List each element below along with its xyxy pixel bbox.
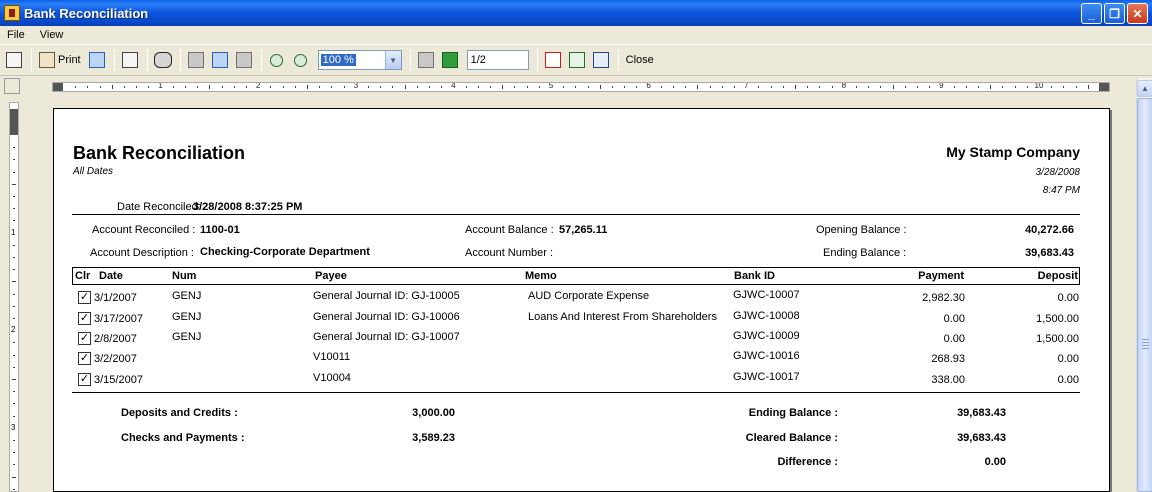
ruler-tick [929,86,930,88]
report-title: Bank Reconciliation [73,143,246,163]
row-payee: V10011 [313,351,351,363]
ruler-tick [612,86,613,88]
ruler-tick [331,86,332,88]
ruler-tick [600,85,601,89]
toolbar [0,44,1152,76]
ruler-right-margin [1099,83,1109,91]
ruler-tick [710,86,711,88]
ruler-tick [13,452,15,453]
excel-icon [569,52,585,68]
row-memo: AUD Corporate Expense [528,290,650,302]
row-payee: General Journal ID: GJ-10005 [313,290,460,302]
ruler-label: 4 [451,82,456,90]
ruler-label: 1 [11,227,16,237]
ruler-tick [270,86,271,88]
ruler-tick [1015,86,1016,88]
ruler-tick [148,86,149,88]
table-top-line [72,267,1080,268]
ruler-tick [478,86,479,88]
page-width-button[interactable] [233,49,255,71]
vertical-scrollbar[interactable] [1136,78,1152,492]
grip-line [1142,339,1149,340]
account-number-label: Account Number : [465,247,554,259]
minimize-button[interactable]: _ [1081,3,1102,24]
ruler-tick [319,86,320,88]
row-memo: Loans And Interest From Shareholders [528,311,717,323]
ruler-tick [868,86,869,88]
ruler-tick [12,379,16,380]
ruler-tick [807,86,808,88]
print-time: 8:47 PM [1042,185,1080,196]
ruler-tick [429,86,430,88]
difference-label: Difference : [777,456,838,468]
ruler-tick [405,85,406,89]
row-date: 3/17/2007 [94,313,143,325]
previous-page-button[interactable] [415,49,437,71]
ruler-tick [917,86,918,88]
ruler-tick [12,477,16,478]
ruler-tick [295,86,296,88]
ruler-tick [893,85,894,89]
toolbar-separator [147,49,148,71]
ruler-tick [13,306,15,307]
opening-balance-label: Opening Balance : [816,224,907,236]
row-num: GENJ [172,290,202,302]
toolbar-separator [180,49,181,71]
ruler-tick [13,440,15,441]
ruler-label: 1 [158,82,163,90]
row-payment: 0.00 [943,313,965,325]
ruler-tick [514,86,515,88]
ruler-tick [13,294,15,295]
window-title: Bank Reconciliation [24,5,149,21]
row-num: GENJ [172,311,202,323]
ruler-tick [13,355,15,356]
close-window-button[interactable]: ✕ [1127,3,1148,24]
ruler-tick [185,86,186,88]
ruler-tick [502,85,503,89]
ruler-tick [966,86,967,88]
copy-button[interactable] [3,49,25,71]
pages-icon [122,52,138,68]
ruler-tick [222,86,223,88]
ruler-label: 6 [646,82,651,90]
word-icon [593,52,609,68]
ruler-tick [795,85,796,89]
ruler-tick [392,86,393,88]
ruler-tick [13,245,15,246]
account-reconciled-label: Account Reconciled : [92,224,196,236]
app-icon [4,5,20,21]
find-button[interactable] [152,49,174,71]
copy-icon [6,52,22,68]
company-name: My Stamp Company [946,144,1080,160]
page-number-input[interactable]: 1/2 [467,50,529,70]
row-bank-id: GJWC-10017 [733,371,800,383]
ruler-tick [380,86,381,88]
table-right-edge [1079,268,1080,284]
grip-line [1142,348,1149,349]
ruler-label: 3 [353,82,359,90]
totals-ending-balance-value: 39,683.43 [957,407,1006,419]
row-deposit: 0.00 [1057,374,1079,386]
table-header-bottom-line [72,284,1080,285]
ruler-tick [13,416,15,417]
page-setup-icon [89,52,105,68]
print-label: Print [58,54,81,66]
toolbar-separator [618,49,619,71]
ruler-tick [771,86,772,88]
ruler-tick [13,220,15,221]
row-bank-id: GJWC-10007 [733,289,800,301]
ruler-left-margin [53,83,63,91]
scrollbar-thumb[interactable] [1137,98,1152,492]
toolbar-separator [410,49,411,71]
ruler-tick [112,85,113,89]
copy-page-button[interactable] [119,49,141,71]
account-description-value: Checking-Corporate Department [200,246,370,258]
title-bar [0,0,1152,26]
ruler-tick [588,86,589,88]
zoom-out-button[interactable] [290,49,312,71]
ruler-tick [856,86,857,88]
deposits-credits-value: 3,000.00 [412,407,455,419]
zoom-out-icon [294,54,307,67]
ruler-corner [4,78,20,94]
ruler-tick [13,342,15,343]
export-pdf-button[interactable] [542,49,564,71]
ruler-label: 10 [1034,82,1044,90]
col-header-bank-id: Bank ID [734,270,775,282]
ruler-tick [124,86,125,88]
scroll-up-icon[interactable]: ▲ [1137,80,1152,97]
arrow-down-icon [442,52,458,68]
ruler-top-margin [10,109,18,135]
ruler-tick [13,318,15,319]
ruler-tick [283,86,284,88]
account-description-label: Account Description : [90,247,194,259]
toolbar-separator [31,49,32,71]
ruler-tick [905,86,906,88]
zoom-in-icon [270,54,283,67]
horizontal-ruler [52,82,1110,92]
ruler-tick [673,86,674,88]
row-num: GENJ [172,331,202,343]
ruler-tick [636,86,637,88]
ruler-label: 8 [841,82,847,90]
col-header-payee: Payee [315,270,347,282]
ruler-tick [209,85,210,89]
checks-payments-label: Checks and Payments : [121,432,245,444]
row-payment: 338.00 [931,374,965,386]
totals-ending-balance-label: Ending Balance : [748,407,838,419]
pdf-icon [545,52,561,68]
row-date: 2/8/2007 [94,333,137,345]
ruler-tick [697,85,698,89]
ruler-tick [539,86,540,88]
multi-page-button[interactable] [209,49,231,71]
zoom-in-button[interactable] [266,49,288,71]
date-reconciled-value: 3/28/2008 8:37:25 PM [193,201,303,213]
cleared-checkbox[interactable]: ✓ [79,291,90,303]
binoculars-icon [154,52,172,68]
row-payee: General Journal ID: GJ-10007 [313,331,460,343]
ruler-tick [978,86,979,88]
ruler-tick [1002,86,1003,88]
ruler-label: 7 [743,82,749,90]
toolbar-separator [537,49,538,71]
ruler-label: 3 [11,422,16,432]
ruler-tick [13,391,15,392]
ruler-tick [13,208,15,209]
export-excel-button[interactable] [566,49,588,71]
table-left-edge [72,268,73,284]
ruler-label: 9 [939,82,944,90]
ruler-tick [1051,86,1052,88]
ruler-label: 2 [255,82,261,90]
ruler-tick [441,86,442,88]
date-reconciled-label: Date Reconciled: [117,201,201,213]
ruler-tick [234,86,235,88]
ruler-tick [527,86,528,88]
close-preview-button[interactable]: Close [625,54,654,66]
ruler-tick [1076,86,1077,88]
row-deposit: 1,500.00 [1036,333,1079,345]
page-setup-button[interactable] [86,49,108,71]
window-controls [1081,3,1148,24]
ruler-tick [1027,86,1028,88]
menu-bar [0,26,1152,44]
ruler-tick [13,257,15,258]
zoom-select[interactable] [318,50,402,70]
ruler-tick [563,86,564,88]
col-header-date: Date [99,270,123,282]
arrow-up-icon [418,52,434,68]
cleared-balance-label: Cleared Balance : [745,432,838,444]
ruler-tick [87,86,88,88]
ruler-tick [173,86,174,88]
account-balance-value: 57,265.11 [559,224,608,236]
toolbar-separator [114,49,115,71]
ruler-tick [197,86,198,88]
ruler-tick [990,85,991,89]
ruler-tick [246,86,247,88]
account-balance-label: Account Balance : [465,224,554,236]
ruler-tick [466,86,467,88]
ruler-tick [307,85,308,89]
ruler-tick [661,86,662,88]
ruler-tick [136,86,137,88]
col-header-payment: Payment [918,270,964,282]
ruler-label: 5 [548,82,554,90]
menu-view[interactable]: View [39,29,64,41]
ruler-tick [13,147,15,148]
print-button[interactable] [36,49,84,71]
ruler-tick [734,86,735,88]
cleared-checkbox[interactable]: ✓ [79,332,90,344]
ending-balance-label: Ending Balance : [823,247,907,259]
ruler-tick [100,86,101,88]
maximize-button[interactable]: ❐ [1104,3,1125,24]
vertical-ruler [9,102,19,492]
ruler-tick [832,86,833,88]
row-bank-id: GJWC-10008 [733,310,800,322]
multi-page-icon [212,52,228,68]
zoom-value: 100 % [322,54,354,66]
col-header-memo: Memo [525,270,557,282]
ending-balance-value: 39,683.43 [1025,247,1074,259]
ruler-tick [1088,85,1089,89]
row-date: 3/15/2007 [94,374,143,386]
ruler-tick [954,86,955,88]
ruler-tick [417,86,418,88]
ruler-tick [722,86,723,88]
ruler-tick [13,403,15,404]
printer-icon [39,52,55,68]
col-header-deposit: Deposit [1037,270,1078,282]
row-date: 3/1/2007 [94,292,137,304]
ruler-tick [368,86,369,88]
row-deposit: 0.00 [1057,353,1079,365]
row-deposit: 0.00 [1057,292,1079,304]
ruler-tick [13,196,15,197]
report-subtitle: All Dates [73,166,114,177]
ruler-tick [13,269,15,270]
ruler-tick [13,172,15,173]
menu-file[interactable]: File [7,29,25,41]
ruler-tick [685,86,686,88]
ruler-tick [13,464,15,465]
row-bank-id: GJWC-10016 [733,350,800,362]
row-bank-id: GJWC-10009 [733,330,800,342]
row-payment: 2,982.30 [922,292,965,304]
header-divider [72,214,1080,215]
ruler-tick [1063,86,1064,88]
row-payee: General Journal ID: GJ-10006 [313,311,460,323]
cleared-balance-value: 39,683.43 [957,432,1006,444]
ruler-tick [624,86,625,88]
ruler-tick [758,86,759,88]
single-page-button[interactable] [185,49,207,71]
grip-line [1142,345,1149,346]
ruler-tick [12,184,16,185]
next-page-button[interactable] [439,49,461,71]
grip-line [1142,342,1149,343]
row-payment: 0.00 [943,333,965,345]
row-deposit: 1,500.00 [1036,313,1079,325]
row-payment: 268.93 [931,353,965,365]
single-page-icon [188,52,204,68]
ruler-tick [575,86,576,88]
ruler-tick [819,86,820,88]
difference-value: 0.00 [984,456,1006,468]
cleared-checkbox[interactable]: ✓ [79,312,90,324]
col-header-num: Num [172,270,197,282]
print-date: 3/28/2008 [1035,167,1080,178]
ruler-tick [783,86,784,88]
col-header-clr: Clr [75,270,91,282]
row-date: 3/2/2007 [94,353,137,365]
account-reconciled-value: 1100-01 [200,224,240,236]
opening-balance-value: 40,272.66 [1025,224,1074,236]
ruler-tick [13,489,15,490]
row-payee: V10004 [313,372,351,384]
ruler-label: 2 [11,325,16,335]
ruler-tick [12,281,16,282]
page-width-icon [236,52,252,68]
checks-payments-value: 3,589.23 [412,432,455,444]
ruler-tick [13,367,15,368]
cleared-checkbox[interactable]: ✓ [79,373,90,385]
table-bottom-line [72,392,1080,393]
cleared-checkbox[interactable]: ✓ [79,352,90,364]
ruler-tick [490,86,491,88]
ruler-tick [75,86,76,88]
deposits-credits-label: Deposits and Credits : [121,407,238,419]
ruler-tick [13,159,15,160]
chevron-down-icon[interactable]: ▼ [385,51,401,69]
export-word-button[interactable] [590,49,612,71]
ruler-tick [880,86,881,88]
ruler-tick [344,86,345,88]
toolbar-separator [261,49,262,71]
